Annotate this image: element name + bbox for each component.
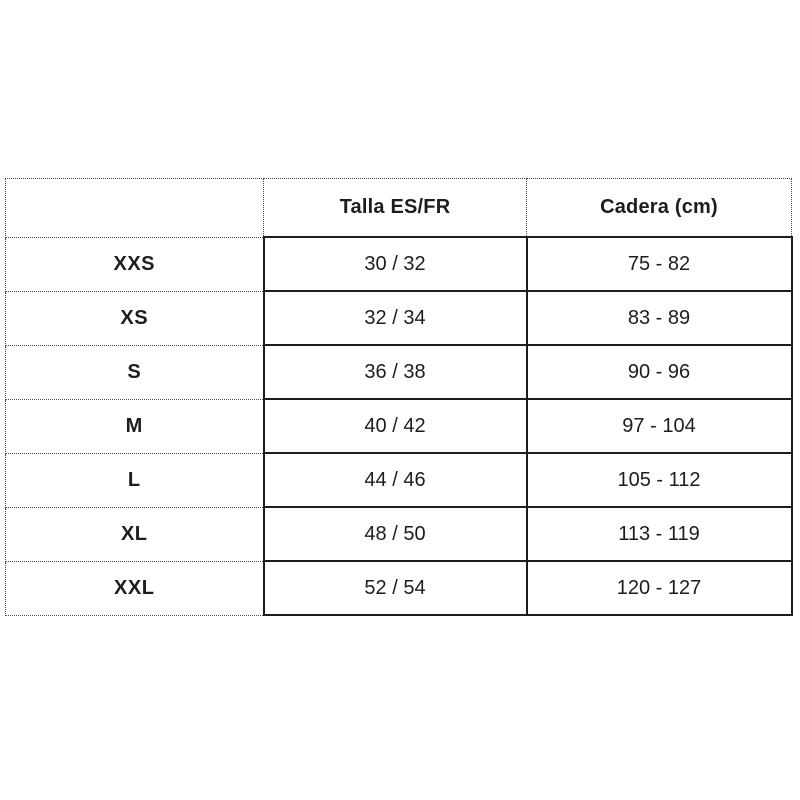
- talla-value: 30 / 32: [264, 237, 527, 291]
- table-row-xs: [6, 291, 792, 345]
- cadera-value: 120 - 127: [527, 561, 792, 615]
- table-row-xxl: [6, 561, 792, 615]
- header-cell-empty: [6, 179, 264, 238]
- size-label: M: [6, 399, 264, 453]
- table-row-l: [6, 453, 792, 507]
- talla-value: 48 / 50: [264, 507, 527, 561]
- talla-value: 44 / 46: [264, 453, 527, 507]
- table-row-s: [6, 345, 792, 399]
- size-label: XL: [6, 507, 264, 561]
- talla-value: 40 / 42: [264, 399, 527, 453]
- size-chart-table: [5, 178, 793, 616]
- cadera-value: 113 - 119: [527, 507, 792, 561]
- header-cell-talla: Talla ES/FR: [264, 179, 527, 238]
- talla-value: 32 / 34: [264, 291, 527, 345]
- table-row-xxs: [6, 237, 792, 291]
- cadera-value: 97 - 104: [527, 399, 792, 453]
- header-cell-cadera: Cadera (cm): [527, 179, 792, 238]
- cadera-value: 75 - 82: [527, 237, 792, 291]
- size-label: XXS: [6, 237, 264, 291]
- table-row-xl: [6, 507, 792, 561]
- size-label: S: [6, 345, 264, 399]
- cadera-value: 83 - 89: [527, 291, 792, 345]
- size-label: XXL: [6, 561, 264, 615]
- size-label: XS: [6, 291, 264, 345]
- header-row: [6, 179, 792, 238]
- size-chart-container: [5, 178, 791, 616]
- talla-value: 36 / 38: [264, 345, 527, 399]
- table-row-m: [6, 399, 792, 453]
- talla-value: 52 / 54: [264, 561, 527, 615]
- cadera-value: 90 - 96: [527, 345, 792, 399]
- size-label: L: [6, 453, 264, 507]
- cadera-value: 105 - 112: [527, 453, 792, 507]
